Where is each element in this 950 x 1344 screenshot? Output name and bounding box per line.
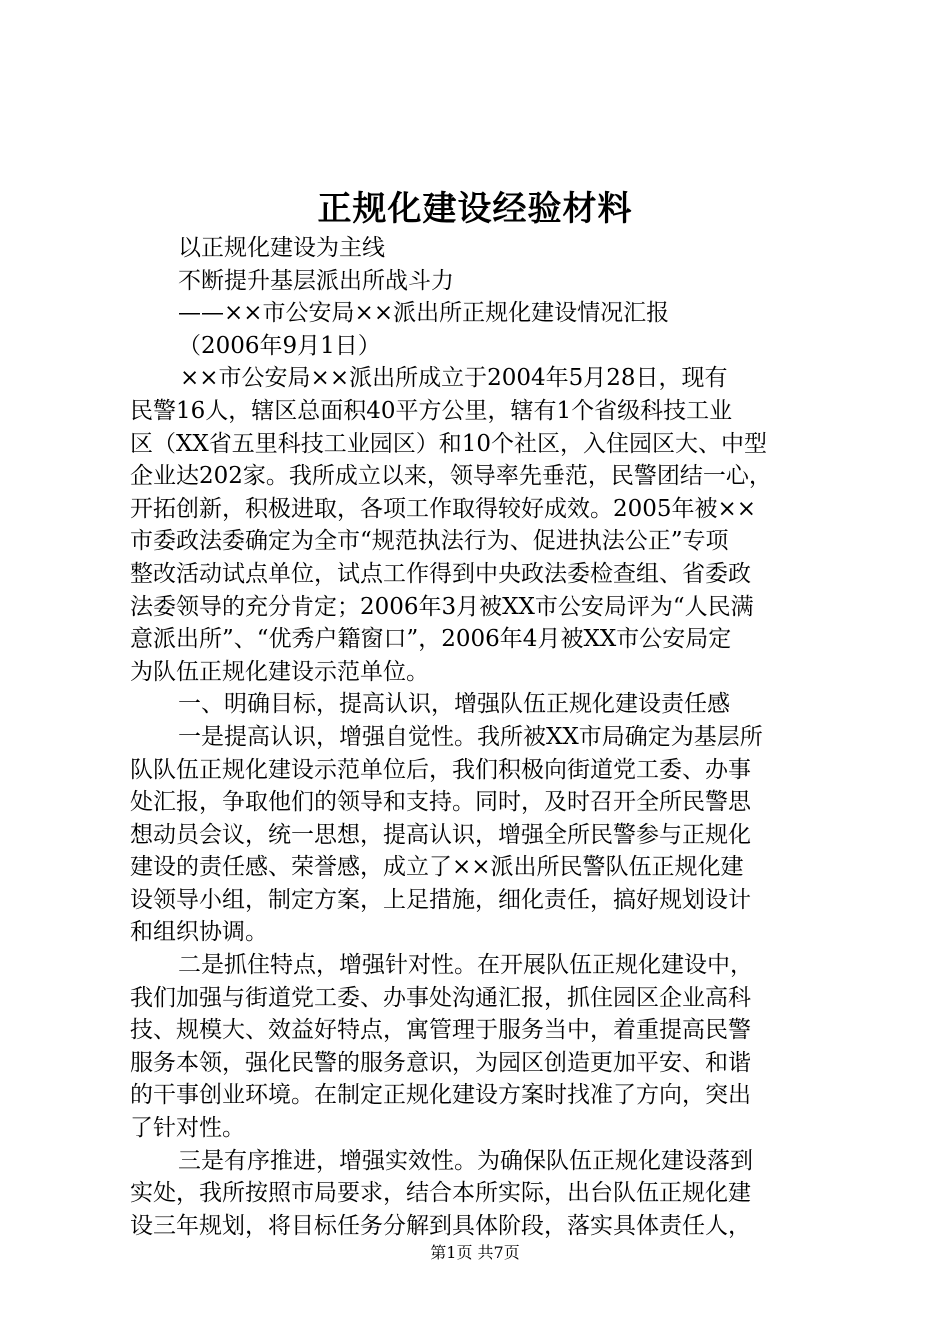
paragraph-line: 的干事创业环境。在制定正规化建设方案时找准了方向，突出 (130, 1082, 751, 1109)
paragraph-line: 三是有序推进，增强实效性。为确保队伍正规化建设落到 (178, 1147, 753, 1174)
document-title: 正规化建设经验材料 (317, 189, 633, 229)
paragraph-line: 区（XX省五里科技工业园区）和10个社区，入住园区大、中型 (130, 430, 768, 457)
paragraph-line: 市委政法委确定为全市“规范执法行为、促进执法公正”专项 (130, 528, 729, 555)
paragraph-line: 民警16人，辖区总面积40平方公里，辖有1个省级科技工业 (130, 397, 733, 424)
paragraph-line: 设领导小组，制定方案，上足措施，细化责任，搞好规划设计 (130, 886, 751, 913)
paragraph-line: 服务本领，强化民警的服务意识，为园区创造更加平安、和谐 (130, 1049, 751, 1076)
section-heading: 一、明确目标，提高认识，增强队伍正规化建设责任感 (178, 691, 730, 718)
paragraph-line: 法委领导的充分肯定；2006年3月被XX市公安局评为“人民满 (130, 593, 754, 620)
paragraph-line: 我们加强与街道党工委、办事处沟通汇报，抓住园区企业高科 (130, 984, 751, 1011)
paragraph-line: 意派出所”、“优秀户籍窗口”，2006年4月被XX市公安局定 (130, 626, 732, 653)
paragraph-line: ××市公安局××派出所成立于2004年5月28日，现有 (180, 365, 728, 392)
paragraph-line: 和组织协调。 (130, 919, 268, 946)
paragraph-line: 整改活动试点单位，试点工作得到中央政法委检查组、省委政 (130, 560, 751, 587)
paragraph-line: 设三年规划，将目标任务分解到具体阶段，落实具体责任人， (130, 1212, 751, 1239)
document-body (130, 232, 834, 1242)
paragraph-line: 企业达202家。我所成立以来，领导率先垂范，民警团结一心， (130, 463, 772, 490)
paragraph-line: 了针对性。 (130, 1115, 245, 1142)
paragraph-line: 二是抓住特点，增强针对性。在开展队伍正规化建设中， (178, 952, 753, 979)
paragraph-line: 处汇报，争取他们的领导和支持。同时，及时召开全所民警思 (130, 789, 751, 816)
paragraph-line: 想动员会议，统一思想，提高认识，增强全所民警参与正规化 (130, 821, 751, 848)
paragraph-line: 队队伍正规化建设示范单位后，我们积极向街道党工委、办事 (130, 756, 751, 783)
subtitle-line: ——××市公安局××派出所正规化建设情况汇报 (178, 300, 670, 327)
date-line: （2006年9月1日） (178, 332, 381, 359)
paragraph-line: 实处，我所按照市局要求，结合本所实际，出台队伍正规化建 (130, 1180, 751, 1207)
subtitle-line: 以正规化建设为主线 (178, 235, 385, 261)
paragraph-line: 一是提高认识，增强自觉性。我所被XX市局确定为基层所 (178, 723, 763, 750)
paragraph-line: 开拓创新，积极进取，各项工作取得较好成效。2005年被×× (130, 495, 757, 522)
page-footer: 第1页 共7页 (430, 1243, 520, 1262)
subtitle-line: 不断提升基层派出所战斗力 (178, 267, 454, 294)
paragraph-line: 技、规模大、效益好特点，寓管理于服务当中，着重提高民警 (130, 1017, 751, 1044)
paragraph-line: 建设的责任感、荣誉感，成立了××派出所民警队伍正规化建 (130, 854, 744, 881)
paragraph-line: 为队伍正规化建设示范单位。 (130, 658, 429, 685)
